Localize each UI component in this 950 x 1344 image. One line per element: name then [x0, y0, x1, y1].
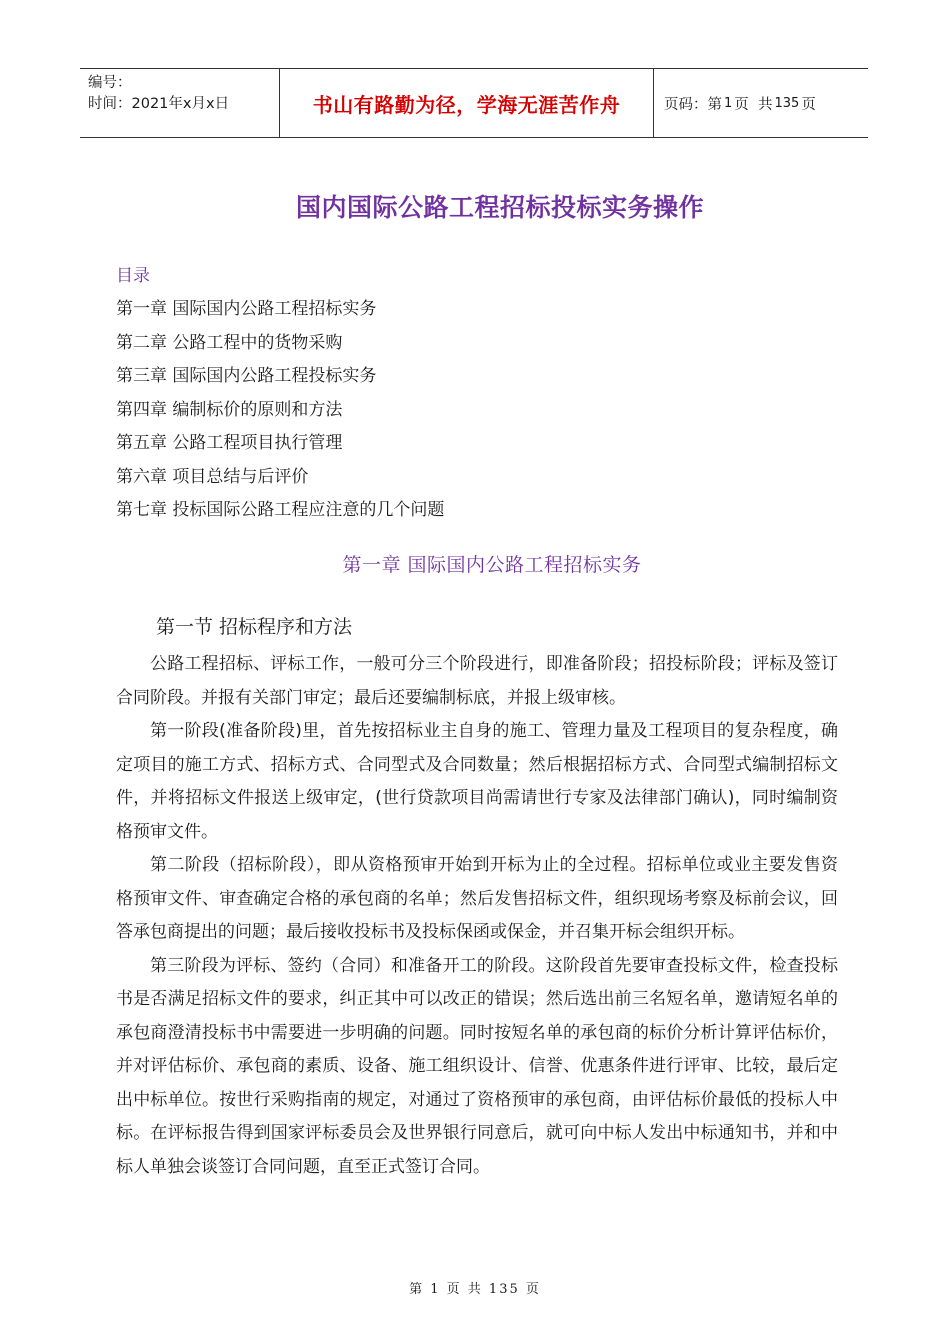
- toc-item[interactable]: 第一章 国际国内公路工程招标实务: [116, 299, 377, 319]
- page-footer: 第 1 页 共 135 页: [409, 1282, 541, 1297]
- header-motto-cell: [280, 69, 654, 137]
- toc-item[interactable]: 第五章 公路工程项目执行管理: [116, 433, 343, 453]
- page-current: 1: [724, 95, 733, 111]
- chapter-title: 第一章 国际国内公路工程招标实务: [342, 554, 642, 576]
- time-label: 时间：2021年x月x日: [88, 96, 230, 112]
- toc-heading: 目录: [116, 266, 150, 286]
- header-page-cell: [654, 69, 868, 137]
- toc-item[interactable]: 第六章 项目总结与后评价: [116, 466, 309, 487]
- number-label: 编号：: [88, 75, 132, 91]
- body-paragraph: 第二阶段（招标阶段），即从资格预审开始到开标为止的全过程。招标单位或业主要发售资格预审文件、审查确定合格的承包商的名单；然后发售招标文件，组织现场考察及标前会议，回答承包商提出的问题；最后接收投标书及投标保函或保金，并召集开标会组织开标。: [116, 855, 838, 942]
- table-of-contents: [116, 260, 444, 528]
- toc-item[interactable]: 第四章 编制标价的原则和方法: [116, 399, 343, 420]
- page-label: 页码：第: [664, 96, 722, 113]
- section-title: 第一节 招标程序和方法: [156, 616, 353, 638]
- toc-item[interactable]: 第二章 公路工程中的货物采购: [116, 332, 343, 353]
- page-total: 135: [774, 95, 800, 111]
- body-text: [116, 648, 838, 1184]
- page-suffix: 页: [801, 96, 816, 113]
- body-paragraph: 第一阶段(准备阶段)里，首先按招标业主自身的施工、管理力量及工程项目的复杂程度，确定项目的施工方式、招标方式、合同型式及合同数量；然后根据招标方式、合同型式编制招标文件，并将招标文件报送上级审定，(世行贷款项目尚需请世行专家及法律部门确认)，同时编制资格预审文件。: [116, 721, 838, 842]
- page-header-table: [80, 68, 868, 138]
- toc-item[interactable]: 第七章 投标国际公路工程应注意的几个问题: [116, 500, 445, 520]
- header-meta-cell: [80, 69, 280, 137]
- body-paragraph: 公路工程招标、评标工作，一般可分三个阶段进行，即准备阶段；招投标阶段；评标及签订合同阶段。并报有关部门审定；最后还要编制标底，并报上级审核。: [116, 654, 838, 708]
- motto-text: 书山有路勤为径，学海无涯苦作舟: [312, 92, 621, 117]
- document-title: 国内国际公路工程招标投标实务操作: [295, 193, 704, 222]
- toc-item[interactable]: 第三章 国际国内公路工程投标实务: [116, 366, 377, 386]
- body-paragraph: 第三阶段为评标、签约（合同）和准备开工的阶段。这阶段首先要审查投标文件，检查投标书是否满足招标文件的要求，纠正其中可以改正的错误；然后选出前三名短名单，邀请短名单的承包商澄清投标书中需要进一步明确的问题。同时按短名单的承包商的标价分析计算评估标价，并对评估标价、承包商的素质、设备、施工组织设计、信誉、优惠条件进行评审、比较，最后定出中标单位。按世行采购指南的规定，对通过了资格预审的承包商，由评估标价最低的投标人中标。在评标报告得到国家评标委员会及世界银行同意后，就可向中标人发出中标通知书，并和中标人单独会谈签订合同问题，直至正式签订合同。: [116, 955, 838, 1177]
- page-mid: 页 共: [734, 96, 773, 113]
